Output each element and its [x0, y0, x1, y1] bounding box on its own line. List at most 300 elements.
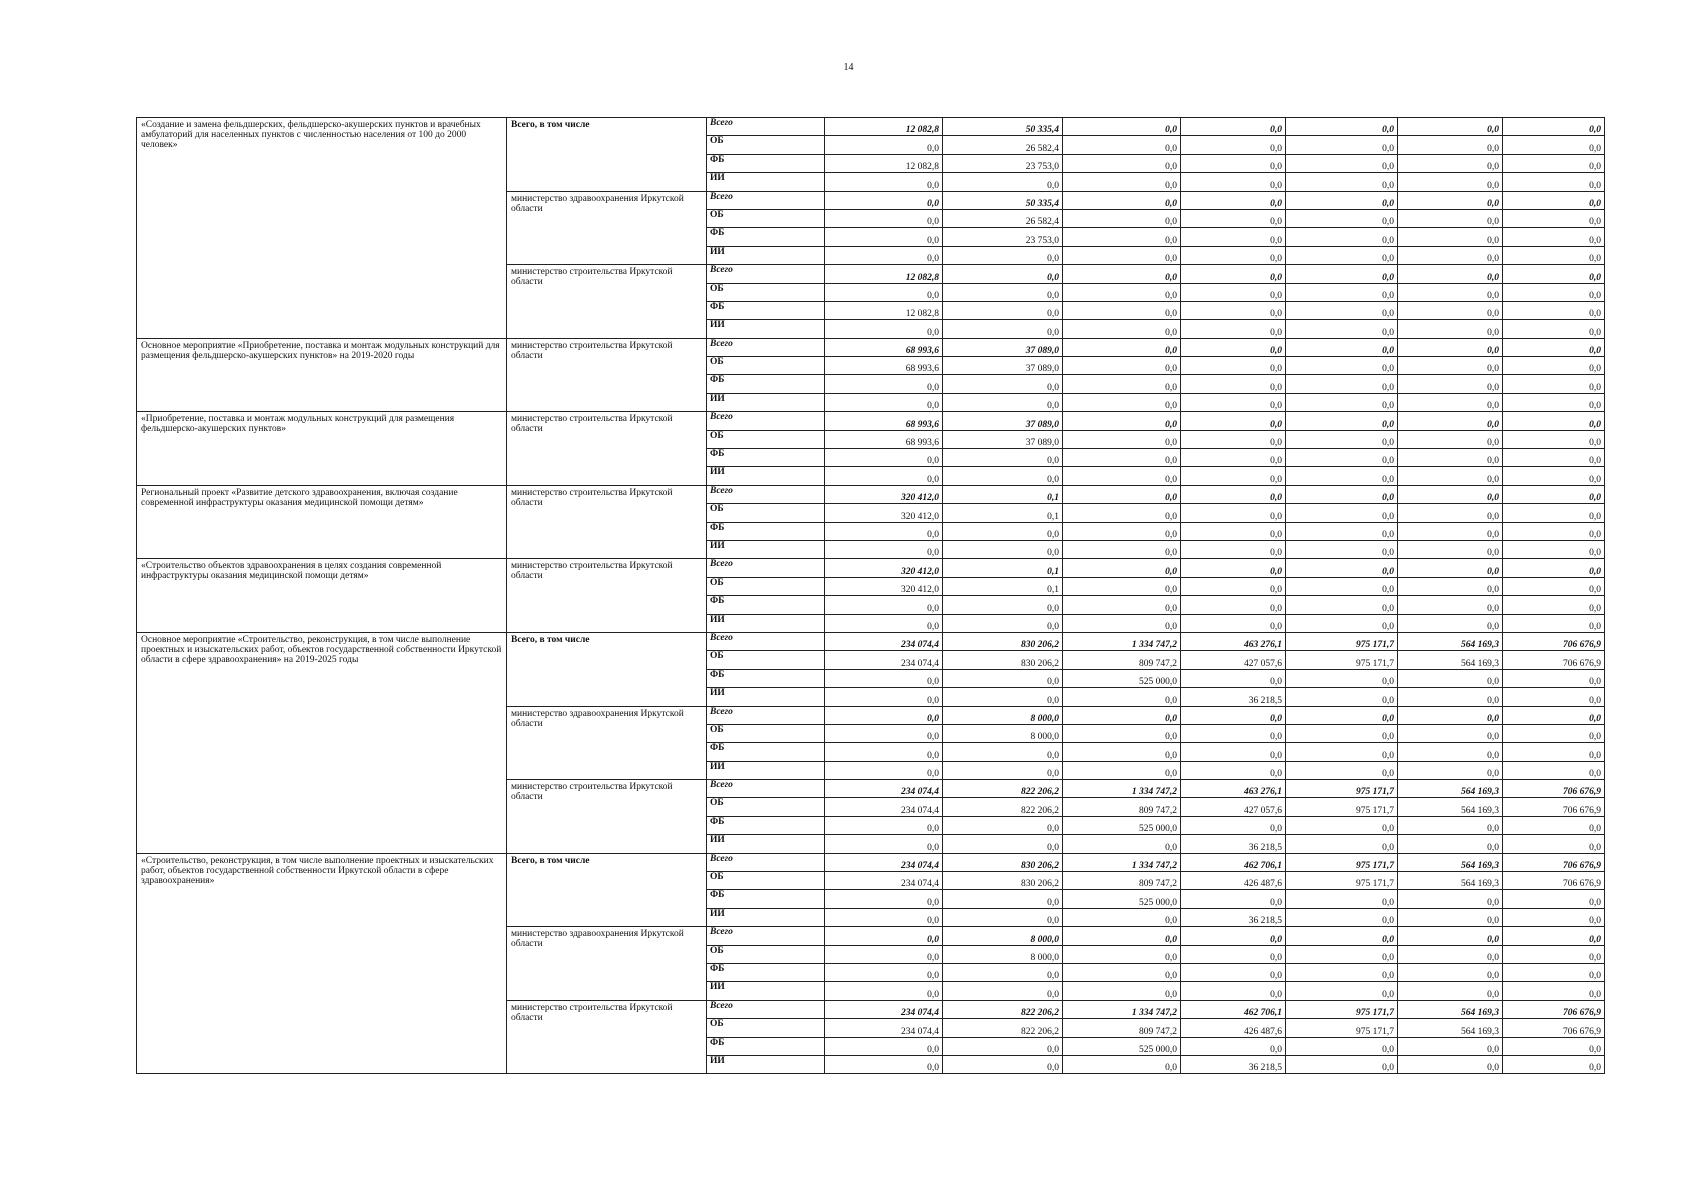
amount-cell: 0,0 — [1503, 228, 1605, 246]
amount-cell: 0,0 — [1398, 504, 1503, 522]
table-row — [137, 559, 1605, 577]
amount-cell: 0,0 — [1063, 688, 1181, 706]
amount-cell: 0,0 — [1181, 945, 1286, 963]
amount-cell: 68 993,6 — [825, 357, 943, 375]
funding-source-cell: ОБ — [707, 651, 825, 669]
amount-cell: 0,1 — [943, 485, 1063, 503]
amount-cell: 0,0 — [1063, 982, 1181, 1000]
amount-cell: 0,0 — [943, 246, 1063, 264]
amount-cell: 0,0 — [1503, 320, 1605, 338]
amount-cell: 0,0 — [825, 540, 943, 558]
amount-cell: 0,0 — [1503, 724, 1605, 742]
amount-cell: 706 676,9 — [1503, 1019, 1605, 1037]
amount-cell: 0,0 — [825, 835, 943, 853]
amount-cell: 809 747,2 — [1063, 651, 1181, 669]
amount-cell: 0,0 — [1286, 228, 1398, 246]
amount-cell: 564 169,3 — [1398, 1019, 1503, 1037]
amount-cell: 0,0 — [1181, 118, 1286, 136]
amount-cell: 0,0 — [1286, 136, 1398, 154]
amount-cell: 0,0 — [825, 927, 943, 945]
amount-cell: 0,0 — [943, 982, 1063, 1000]
amount-cell: 0,0 — [1286, 375, 1398, 393]
funding-source-cell: ФБ — [707, 228, 825, 246]
amount-cell: 0,0 — [1503, 136, 1605, 154]
amount-cell: 23 753,0 — [943, 228, 1063, 246]
funding-source-cell: ФБ — [707, 596, 825, 614]
amount-cell: 0,0 — [825, 761, 943, 779]
amount-cell: 0,0 — [1503, 963, 1605, 981]
funding-source-cell: Всего — [707, 927, 825, 945]
amount-cell: 0,0 — [1063, 724, 1181, 742]
executor-cell: министерство строительства Иркутской области — [507, 265, 707, 339]
amount-cell: 0,0 — [1063, 485, 1181, 503]
amount-cell: 0,0 — [943, 614, 1063, 632]
amount-cell: 0,0 — [943, 393, 1063, 411]
amount-cell: 0,0 — [1063, 338, 1181, 356]
amount-cell: 0,0 — [825, 963, 943, 981]
funding-source-cell: ИИ — [707, 761, 825, 779]
amount-cell: 525 000,0 — [1063, 669, 1181, 687]
amount-cell: 0,0 — [1063, 504, 1181, 522]
amount-cell: 0,0 — [825, 467, 943, 485]
amount-cell: 564 169,3 — [1398, 872, 1503, 890]
amount-cell: 0,0 — [1181, 301, 1286, 319]
amount-cell: 0,0 — [1286, 761, 1398, 779]
amount-cell: 0,0 — [1181, 522, 1286, 540]
executor-cell: министерство строительства Иркутской области — [507, 780, 707, 854]
amount-cell: 0,0 — [1398, 320, 1503, 338]
amount-cell: 0,0 — [1398, 154, 1503, 172]
amount-cell: 564 169,3 — [1398, 798, 1503, 816]
amount-cell: 0,0 — [825, 228, 943, 246]
amount-cell: 0,0 — [1286, 945, 1398, 963]
amount-cell: 0,0 — [1181, 375, 1286, 393]
funding-source-cell: ИИ — [707, 835, 825, 853]
amount-cell: 0,0 — [1503, 945, 1605, 963]
amount-cell: 0,0 — [943, 835, 1063, 853]
amount-cell: 0,0 — [1181, 136, 1286, 154]
amount-cell: 0,0 — [1063, 430, 1181, 448]
amount-cell: 0,0 — [1181, 338, 1286, 356]
amount-cell: 50 335,4 — [943, 118, 1063, 136]
amount-cell: 0,0 — [1286, 927, 1398, 945]
amount-cell: 0,0 — [1286, 393, 1398, 411]
amount-cell: 0,0 — [1398, 467, 1503, 485]
amount-cell: 234 074,4 — [825, 780, 943, 798]
amount-cell: 0,0 — [1063, 154, 1181, 172]
amount-cell: 0,0 — [1063, 393, 1181, 411]
amount-cell: 706 676,9 — [1503, 780, 1605, 798]
amount-cell: 0,0 — [1063, 173, 1181, 191]
amount-cell: 0,0 — [825, 191, 943, 209]
amount-cell: 0,0 — [1398, 963, 1503, 981]
amount-cell: 0,0 — [1503, 596, 1605, 614]
amount-cell: 809 747,2 — [1063, 1019, 1181, 1037]
amount-cell: 0,0 — [943, 688, 1063, 706]
executor-cell: министерство здравоохранения Иркутской области — [507, 927, 707, 1001]
amount-cell: 320 412,0 — [825, 504, 943, 522]
amount-cell: 0,0 — [1286, 596, 1398, 614]
amount-cell: 0,0 — [1503, 688, 1605, 706]
amount-cell: 0,1 — [943, 559, 1063, 577]
amount-cell: 0,1 — [943, 577, 1063, 595]
amount-cell: 0,0 — [1181, 209, 1286, 227]
amount-cell: 0,0 — [1063, 835, 1181, 853]
amount-cell: 0,0 — [1063, 559, 1181, 577]
amount-cell: 0,0 — [943, 669, 1063, 687]
amount-cell: 320 412,0 — [825, 485, 943, 503]
amount-cell: 0,0 — [1063, 1055, 1181, 1073]
amount-cell: 0,0 — [1398, 522, 1503, 540]
amount-cell: 0,0 — [1398, 908, 1503, 926]
amount-cell: 0,0 — [1286, 963, 1398, 981]
amount-cell: 0,0 — [1398, 982, 1503, 1000]
amount-cell: 0,0 — [1503, 908, 1605, 926]
amount-cell: 463 276,1 — [1181, 780, 1286, 798]
funding-source-cell: Всего — [707, 485, 825, 503]
amount-cell: 0,0 — [1063, 540, 1181, 558]
amount-cell: 0,0 — [1063, 191, 1181, 209]
amount-cell: 975 171,7 — [1286, 853, 1398, 871]
amount-cell: 0,0 — [1398, 301, 1503, 319]
amount-cell: 0,0 — [1286, 816, 1398, 834]
amount-cell: 0,0 — [1063, 449, 1181, 467]
amount-cell: 0,0 — [1286, 246, 1398, 264]
measure-name: «Создание и замена фельдшерских, фельдшерско-акушерских пунктов и врачебных амбулаторий для населенных пунктов с численностью населения от 100 до 2000 человек» — [137, 118, 507, 339]
amount-cell: 426 487,6 — [1181, 1019, 1286, 1037]
amount-cell: 0,0 — [825, 688, 943, 706]
amount-cell: 0,0 — [1398, 743, 1503, 761]
amount-cell: 0,0 — [1181, 154, 1286, 172]
measure-name: «Строительство, реконструкция, в том числе выполнение проектных и изыскательских работ, объектов государственной собственности Иркутской области в сфере здравоохранения» — [137, 853, 507, 1074]
funding-source-cell: Всего — [707, 265, 825, 283]
amount-cell: 0,0 — [943, 320, 1063, 338]
amount-cell: 0,0 — [1063, 265, 1181, 283]
amount-cell: 0,0 — [825, 614, 943, 632]
amount-cell: 1 334 747,2 — [1063, 853, 1181, 871]
executor-cell: Всего, в том числе — [507, 853, 707, 927]
amount-cell: 975 171,7 — [1286, 651, 1398, 669]
amount-cell: 0,0 — [1398, 209, 1503, 227]
amount-cell: 0,0 — [1286, 485, 1398, 503]
amount-cell: 12 082,8 — [825, 118, 943, 136]
amount-cell: 0,0 — [1181, 265, 1286, 283]
amount-cell: 0,0 — [943, 816, 1063, 834]
amount-cell: 830 206,2 — [943, 651, 1063, 669]
amount-cell: 0,0 — [1503, 301, 1605, 319]
amount-cell: 0,0 — [1503, 265, 1605, 283]
amount-cell: 0,0 — [1286, 908, 1398, 926]
amount-cell: 0,0 — [825, 669, 943, 687]
amount-cell: 0,0 — [943, 1037, 1063, 1055]
funding-source-cell: Всего — [707, 1000, 825, 1018]
amount-cell: 0,0 — [1503, 669, 1605, 687]
amount-cell: 26 582,4 — [943, 136, 1063, 154]
amount-cell: 0,0 — [825, 982, 943, 1000]
amount-cell: 0,0 — [1286, 559, 1398, 577]
amount-cell: 0,0 — [1503, 540, 1605, 558]
amount-cell: 0,0 — [1398, 228, 1503, 246]
amount-cell: 975 171,7 — [1286, 1019, 1398, 1037]
amount-cell: 0,0 — [1286, 173, 1398, 191]
amount-cell: 320 412,0 — [825, 559, 943, 577]
amount-cell: 0,0 — [1286, 540, 1398, 558]
amount-cell: 0,0 — [1286, 706, 1398, 724]
amount-cell: 0,0 — [943, 908, 1063, 926]
amount-cell: 0,0 — [1503, 761, 1605, 779]
amount-cell: 234 074,4 — [825, 1000, 943, 1018]
amount-cell: 706 676,9 — [1503, 1000, 1605, 1018]
amount-cell: 36 218,5 — [1181, 835, 1286, 853]
executor-cell: Всего, в том числе — [507, 632, 707, 706]
amount-cell: 0,0 — [825, 393, 943, 411]
amount-cell: 0,0 — [825, 706, 943, 724]
amount-cell: 0,0 — [1398, 449, 1503, 467]
amount-cell: 0,0 — [1063, 467, 1181, 485]
amount-cell: 0,0 — [1181, 320, 1286, 338]
amount-cell: 37 089,0 — [943, 357, 1063, 375]
amount-cell: 0,0 — [1063, 945, 1181, 963]
amount-cell: 0,0 — [1503, 577, 1605, 595]
funding-source-cell: ФБ — [707, 449, 825, 467]
amount-cell: 0,0 — [1398, 688, 1503, 706]
amount-cell: 0,0 — [1181, 246, 1286, 264]
amount-cell: 0,0 — [1181, 816, 1286, 834]
amount-cell: 0,0 — [1181, 283, 1286, 301]
executor-cell: министерство строительства Иркутской области — [507, 338, 707, 412]
amount-cell: 0,0 — [1503, 816, 1605, 834]
funding-source-cell: ИИ — [707, 1055, 825, 1073]
amount-cell: 50 335,4 — [943, 191, 1063, 209]
executor-cell: министерство строительства Иркутской области — [507, 485, 707, 559]
amount-cell: 0,0 — [825, 173, 943, 191]
measure-name: Региональный проект «Развитие детского здравоохранения, включая создание современной инфраструктуры оказания медицинской помощи детям» — [137, 485, 507, 559]
amount-cell: 0,0 — [1503, 927, 1605, 945]
funding-source-cell: Всего — [707, 632, 825, 650]
amount-cell: 12 082,8 — [825, 154, 943, 172]
amount-cell: 1 334 747,2 — [1063, 632, 1181, 650]
amount-cell: 0,0 — [1503, 559, 1605, 577]
amount-cell: 0,0 — [1181, 706, 1286, 724]
funding-source-cell: Всего — [707, 118, 825, 136]
amount-cell: 0,0 — [1398, 927, 1503, 945]
amount-cell: 0,0 — [1181, 669, 1286, 687]
amount-cell: 0,0 — [1063, 963, 1181, 981]
amount-cell: 68 993,6 — [825, 430, 943, 448]
amount-cell: 37 089,0 — [943, 412, 1063, 430]
funding-source-cell: Всего — [707, 191, 825, 209]
amount-cell: 830 206,2 — [943, 632, 1063, 650]
table-row — [137, 412, 1605, 430]
measure-name: «Строительство объектов здравоохранения в целях создания современной инфраструктуры оказания медицинской помощи детям» — [137, 559, 507, 633]
amount-cell: 0,0 — [1181, 596, 1286, 614]
executor-cell: министерство строительства Иркутской области — [507, 412, 707, 486]
amount-cell: 0,0 — [1063, 301, 1181, 319]
amount-cell: 0,0 — [1181, 743, 1286, 761]
amount-cell: 68 993,6 — [825, 412, 943, 430]
amount-cell: 426 487,6 — [1181, 872, 1286, 890]
table-row — [137, 853, 1605, 871]
funding-source-cell: Всего — [707, 412, 825, 430]
funding-source-cell: ОБ — [707, 798, 825, 816]
amount-cell: 975 171,7 — [1286, 1000, 1398, 1018]
amount-cell: 37 089,0 — [943, 430, 1063, 448]
table-row — [137, 485, 1605, 503]
amount-cell: 0,0 — [1503, 982, 1605, 1000]
amount-cell: 0,0 — [1503, 173, 1605, 191]
executor-cell: министерство здравоохранения Иркутской области — [507, 706, 707, 780]
amount-cell: 0,0 — [1181, 1037, 1286, 1055]
executor-cell: министерство здравоохранения Иркутской области — [507, 191, 707, 265]
amount-cell: 1 334 747,2 — [1063, 1000, 1181, 1018]
measure-name: Основное мероприятие «Приобретение, поставка и монтаж модульных конструкций для размещения фельдшерско-акушерских пунктов» на 2019-2020 годы — [137, 338, 507, 412]
amount-cell: 0,0 — [1398, 706, 1503, 724]
amount-cell: 0,0 — [1181, 485, 1286, 503]
funding-source-cell: ОБ — [707, 283, 825, 301]
funding-source-cell: ИИ — [707, 908, 825, 926]
funding-source-cell: Всего — [707, 780, 825, 798]
amount-cell: 564 169,3 — [1398, 651, 1503, 669]
amount-cell: 0,0 — [1503, 743, 1605, 761]
amount-cell: 0,0 — [1181, 412, 1286, 430]
amount-cell: 0,0 — [1503, 118, 1605, 136]
amount-cell: 0,0 — [825, 209, 943, 227]
amount-cell: 0,0 — [1503, 522, 1605, 540]
amount-cell: 0,0 — [825, 136, 943, 154]
amount-cell: 0,0 — [1286, 669, 1398, 687]
amount-cell: 0,0 — [1503, 835, 1605, 853]
amount-cell: 0,0 — [1398, 118, 1503, 136]
amount-cell: 0,0 — [1398, 412, 1503, 430]
amount-cell: 0,0 — [1063, 596, 1181, 614]
amount-cell: 525 000,0 — [1063, 816, 1181, 834]
amount-cell: 0,0 — [1286, 430, 1398, 448]
amount-cell: 0,0 — [1286, 449, 1398, 467]
amount-cell: 0,0 — [825, 890, 943, 908]
amount-cell: 0,0 — [943, 522, 1063, 540]
amount-cell: 0,0 — [1286, 577, 1398, 595]
amount-cell: 0,0 — [1503, 706, 1605, 724]
amount-cell: 0,0 — [1398, 614, 1503, 632]
amount-cell: 234 074,4 — [825, 853, 943, 871]
amount-cell: 0,0 — [1286, 209, 1398, 227]
amount-cell: 0,0 — [1063, 228, 1181, 246]
amount-cell: 0,0 — [825, 375, 943, 393]
amount-cell: 822 206,2 — [943, 1000, 1063, 1018]
amount-cell: 0,0 — [1503, 485, 1605, 503]
amount-cell: 706 676,9 — [1503, 798, 1605, 816]
amount-cell: 0,0 — [1181, 467, 1286, 485]
amount-cell: 0,0 — [1398, 375, 1503, 393]
amount-cell: 0,0 — [1286, 724, 1398, 742]
amount-cell: 0,0 — [1503, 209, 1605, 227]
amount-cell: 0,0 — [825, 246, 943, 264]
amount-cell: 0,0 — [1503, 375, 1605, 393]
amount-cell: 26 582,4 — [943, 209, 1063, 227]
funding-source-cell: ОБ — [707, 1019, 825, 1037]
amount-cell: 0,0 — [943, 375, 1063, 393]
amount-cell: 0,0 — [1398, 945, 1503, 963]
amount-cell: 0,0 — [1398, 596, 1503, 614]
funding-source-cell: ОБ — [707, 945, 825, 963]
funding-source-cell: ИИ — [707, 982, 825, 1000]
amount-cell: 0,0 — [1181, 761, 1286, 779]
amount-cell: 0,0 — [1181, 724, 1286, 742]
table-row — [137, 632, 1605, 650]
amount-cell: 0,0 — [1398, 485, 1503, 503]
amount-cell: 0,0 — [1181, 173, 1286, 191]
amount-cell: 0,0 — [825, 596, 943, 614]
amount-cell: 234 074,4 — [825, 632, 943, 650]
table-row — [137, 118, 1605, 136]
funding-source-cell: ИИ — [707, 246, 825, 264]
amount-cell: 462 706,1 — [1181, 1000, 1286, 1018]
amount-cell: 234 074,4 — [825, 872, 943, 890]
funding-source-cell: ФБ — [707, 816, 825, 834]
amount-cell: 0,0 — [1503, 357, 1605, 375]
financing-table-body — [137, 118, 1605, 1074]
funding-source-cell: ИИ — [707, 540, 825, 558]
amount-cell: 0,0 — [1063, 761, 1181, 779]
amount-cell: 234 074,4 — [825, 1019, 943, 1037]
amount-cell: 0,0 — [1181, 982, 1286, 1000]
amount-cell: 36 218,5 — [1181, 1055, 1286, 1073]
amount-cell: 0,0 — [1286, 522, 1398, 540]
funding-source-cell: ФБ — [707, 1037, 825, 1055]
funding-source-cell: ИИ — [707, 320, 825, 338]
amount-cell: 427 057,6 — [1181, 798, 1286, 816]
amount-cell: 0,0 — [1398, 761, 1503, 779]
amount-cell: 0,0 — [1398, 1037, 1503, 1055]
amount-cell: 0,0 — [943, 890, 1063, 908]
amount-cell: 0,0 — [1286, 743, 1398, 761]
amount-cell: 0,0 — [1503, 154, 1605, 172]
amount-cell: 0,0 — [943, 283, 1063, 301]
amount-cell: 0,0 — [1286, 504, 1398, 522]
amount-cell: 0,0 — [1398, 577, 1503, 595]
amount-cell: 0,0 — [1181, 449, 1286, 467]
funding-source-cell: ИИ — [707, 614, 825, 632]
amount-cell: 830 206,2 — [943, 872, 1063, 890]
financing-table — [136, 117, 1605, 1074]
funding-source-cell: ОБ — [707, 872, 825, 890]
amount-cell: 0,0 — [825, 449, 943, 467]
amount-cell: 0,0 — [1398, 724, 1503, 742]
amount-cell: 0,0 — [1286, 265, 1398, 283]
amount-cell: 0,0 — [1286, 357, 1398, 375]
amount-cell: 0,0 — [1503, 614, 1605, 632]
amount-cell: 0,0 — [943, 449, 1063, 467]
amount-cell: 0,0 — [1063, 908, 1181, 926]
amount-cell: 0,0 — [1398, 816, 1503, 834]
amount-cell: 0,0 — [1398, 669, 1503, 687]
amount-cell: 0,0 — [1503, 393, 1605, 411]
amount-cell: 0,0 — [1398, 835, 1503, 853]
amount-cell: 0,0 — [1286, 614, 1398, 632]
amount-cell: 12 082,8 — [825, 265, 943, 283]
amount-cell: 12 082,8 — [825, 301, 943, 319]
executor-cell: Всего, в том числе — [507, 118, 707, 192]
funding-source-cell: ОБ — [707, 136, 825, 154]
amount-cell: 0,0 — [1503, 1055, 1605, 1073]
amount-cell: 0,1 — [943, 504, 1063, 522]
amount-cell: 0,0 — [1503, 430, 1605, 448]
amount-cell: 0,0 — [1398, 559, 1503, 577]
funding-source-cell: ОБ — [707, 357, 825, 375]
amount-cell: 0,0 — [1503, 467, 1605, 485]
measure-name: Основное мероприятие «Строительство, реконструкция, в том числе выполнение проектных и изыскательских работ, объектов государственной собственности Иркутской области в сфере здравоохранения» на 2019-2025 годы — [137, 632, 507, 853]
amount-cell: 0,0 — [1063, 375, 1181, 393]
